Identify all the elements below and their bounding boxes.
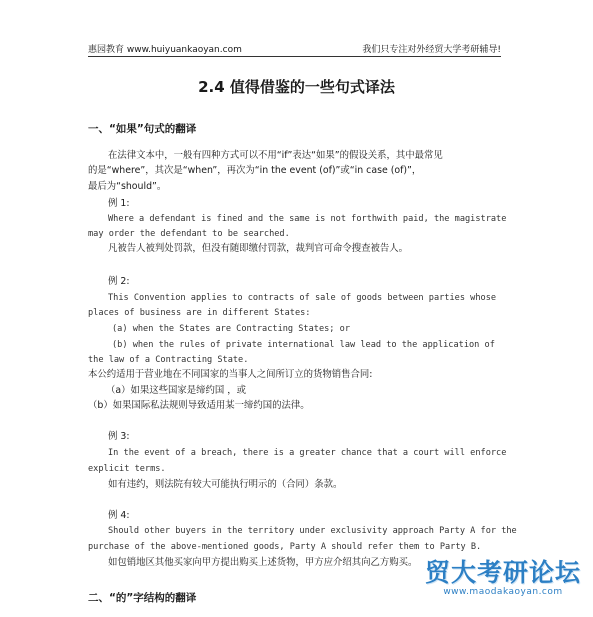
- header-left: 惠园教育 www.huiyuankaoyan.com: [88, 45, 242, 55]
- example-2-zh-1: 本公约适用于营业地在不同国家的当事人之间所订立的货物销售合同:: [88, 369, 373, 380]
- example-2-label: 例 2:: [108, 276, 130, 287]
- example-1-en-1: Where a defendant is fined and the same is not forthwith paid, the magistrate: [108, 214, 507, 224]
- example-4-en-2: purchase of the above-mentioned goods, Party A should refer them to Party B.: [88, 542, 482, 552]
- forum-watermark: [425, 553, 581, 597]
- example-2-zh-2: （a）如果这些国家是缔约国 ，或: [106, 385, 246, 396]
- intro-line-2: 的是“where”，其次是“when”，再次为“in the event (of)”或“in case (of)”，: [88, 165, 422, 176]
- example-3-zh: 如有违约，则法院有较大可能执行明示的（合同）条款。: [108, 479, 343, 490]
- page-header: [88, 40, 501, 57]
- watermark-url: www.maodakaoyan.com: [443, 587, 563, 597]
- example-2-en-2: places of business are in different States:: [88, 308, 311, 318]
- example-4-en-1: Should other buyers in the territory under exclusivity approach Party A for the: [108, 526, 517, 536]
- section-heading-2: 二、“的”字结构的翻译: [88, 592, 197, 604]
- example-2-zh-3: （b）如果国际私法规则导致适用某一缔约国的法律。: [88, 400, 310, 411]
- intro-line-3: 最后为“should”。: [88, 181, 167, 192]
- header-right: 我们只专注对外经贸大学考研辅导!: [362, 45, 501, 55]
- example-3-en-2: explicit terms.: [88, 464, 166, 474]
- example-3-label: 例 3:: [108, 431, 130, 442]
- watermark-text: 贸大考研论坛: [424, 558, 581, 587]
- example-4-label: 例 4:: [108, 510, 130, 521]
- example-2-en-5: the law of a Contracting State.: [88, 355, 249, 365]
- example-4-zh: 如包销地区其他买家向甲方提出购买上述货物，甲方应介绍其向乙方购买。: [108, 557, 418, 568]
- example-1-zh: 凡被告人被判处罚款，但没有随即缴付罚款，裁判官可命令搜查被告人。: [108, 243, 409, 254]
- example-2-en-3: (a) when the States are Contracting States; or: [112, 324, 350, 334]
- section-heading-1: 一、“如果”句式的翻译: [88, 123, 197, 135]
- example-1-en-2: may order the defendant to be searched.: [88, 229, 290, 239]
- example-2-en-1: This Convention applies to contracts of sale of goods between parties whose: [108, 293, 497, 303]
- example-1-label: 例 1:: [108, 198, 130, 209]
- example-3-en-1: In the event of a breach, there is a greater chance that a court will enforce: [108, 448, 507, 458]
- intro-line-1: 在法律文本中，一般有四种方式可以不用“if”表达“如果”的假设关系，其中最常见: [108, 150, 443, 161]
- page-title: 2.4 值得借鉴的一些句式译法: [198, 78, 395, 96]
- example-2-en-4: (b) when the rules of private international law lead to the application of: [112, 340, 495, 350]
